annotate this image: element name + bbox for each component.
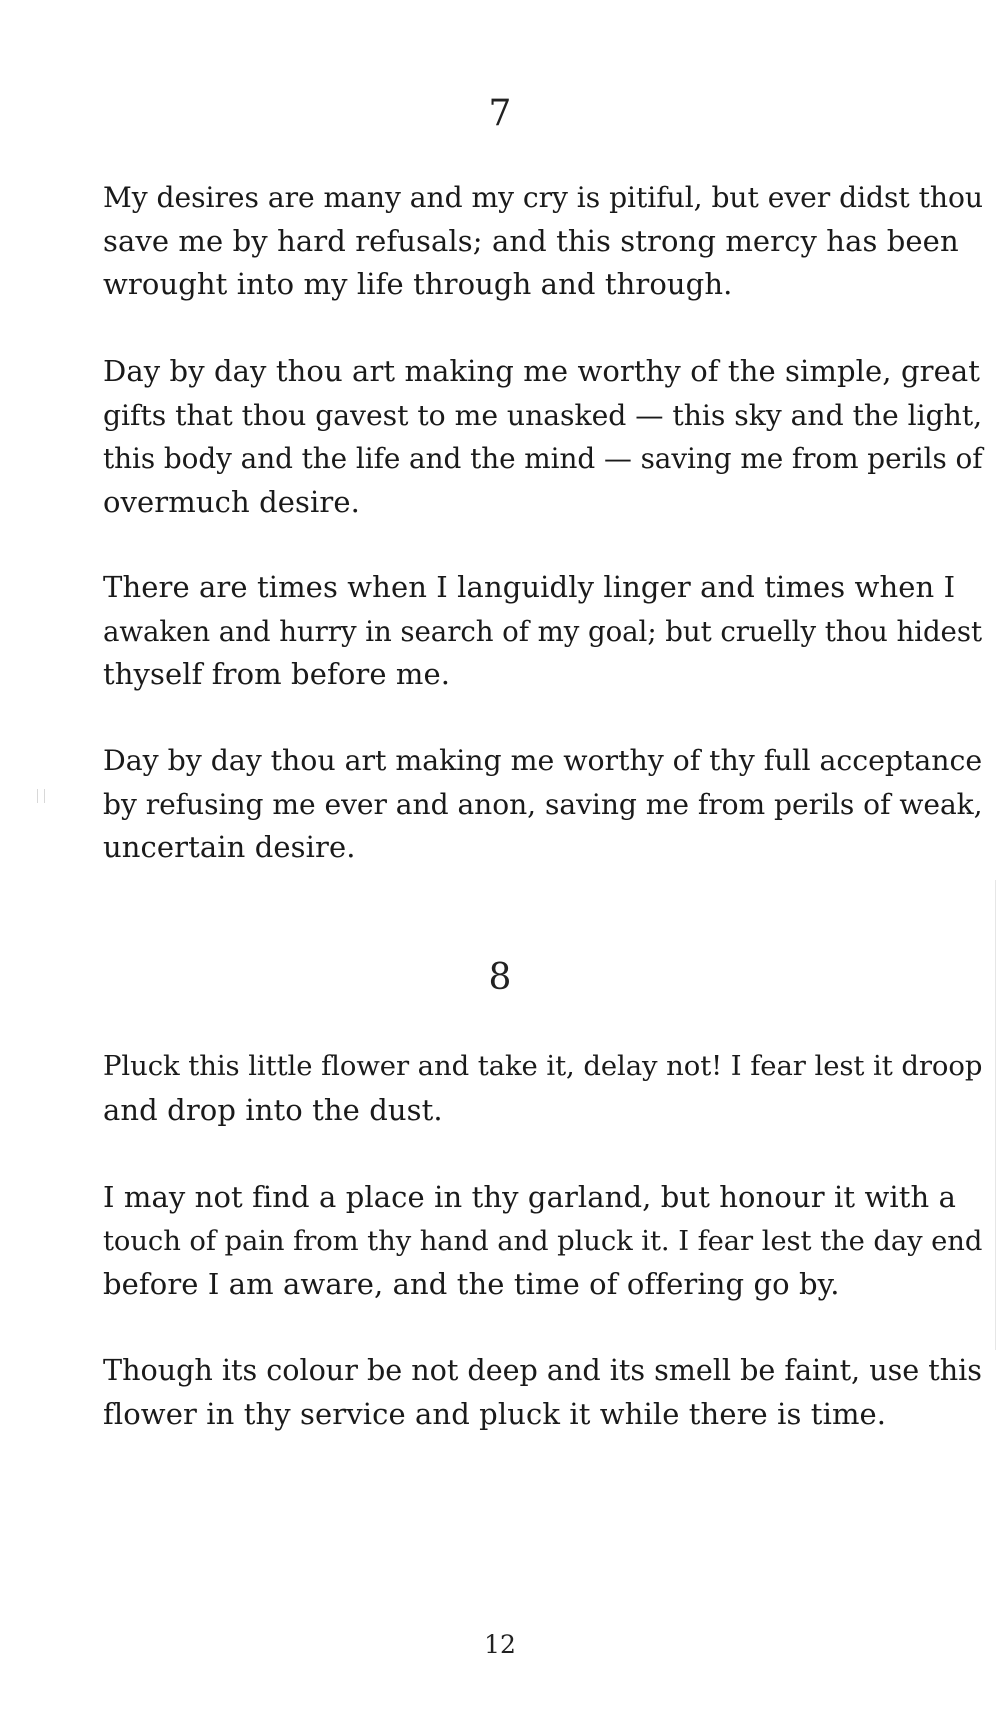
paragraph: [103, 176, 983, 307]
text-line: thyself from before me.: [103, 657, 451, 691]
text-line: Day by day thou art making me worthy of thy full acceptance: [103, 744, 983, 777]
text-line: overmuch desire.: [103, 484, 360, 519]
text-line: Day by day thou art making me worthy of the simple, great: [103, 354, 980, 388]
text-line: and drop into the dust.: [103, 1092, 443, 1127]
paragraph: [103, 566, 983, 697]
text-line: Pluck this little flower and take it, delay not! I fear lest it droop: [103, 1051, 983, 1082]
text-line: touch of pain from thy hand and pluck it. I fear lest the day end: [103, 1225, 983, 1257]
page-edge-line: [995, 880, 996, 1350]
scan-speck: [37, 789, 45, 803]
text-line: before I am aware, and the time of offering go by.: [103, 1267, 840, 1301]
text-line: this body and the life and the mind — saving me from perils of: [103, 442, 983, 475]
section-number: 7: [488, 93, 512, 134]
text-line: Though its colour be not deep and its smell be faint, use this: [103, 1353, 982, 1387]
text-line: wrought into my life through and through.: [103, 267, 733, 301]
text-line: I may not find a place in thy garland, but honour it with a: [103, 1180, 956, 1214]
paragraph: [103, 1045, 983, 1132]
paragraph: [103, 1176, 983, 1307]
text-line: uncertain desire.: [103, 830, 356, 864]
text-line: flower in thy service and pluck it while there is time.: [103, 1396, 887, 1431]
section-number: 8: [488, 957, 512, 998]
text-line: by refusing me ever and anon, saving me from perils of weak,: [103, 787, 983, 821]
text-line: My desires are many and my cry is pitiful, but ever didst thou: [103, 181, 983, 214]
text-line: awaken and hurry in search of my goal; but cruelly thou hidest: [103, 614, 982, 648]
paragraph: [103, 1349, 983, 1436]
paragraph: [103, 350, 983, 524]
text-line: gifts that thou gavest to me unasked — this sky and the light,: [103, 398, 983, 432]
text-line: There are times when I languidly linger and times when I: [103, 570, 956, 604]
paragraph: [103, 739, 983, 870]
page-number: 12: [484, 1630, 516, 1659]
text-line: save me by hard refusals; and this strong mercy has been: [103, 223, 959, 258]
